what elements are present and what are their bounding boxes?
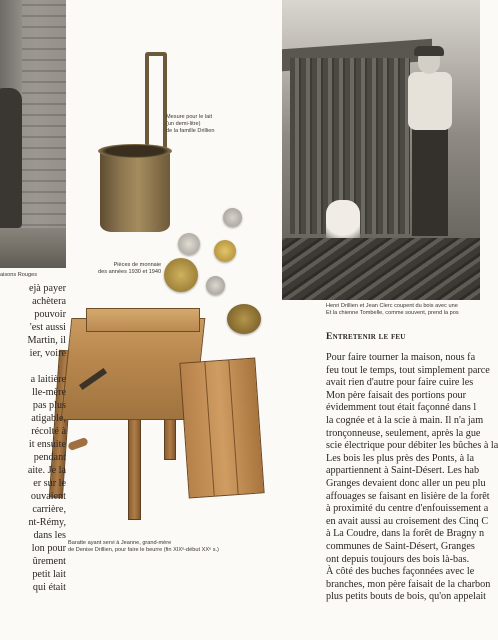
article-line: Granges devaient donc aller un peu plu	[326, 477, 486, 489]
photo-woman-by-wall	[0, 0, 66, 268]
coin-3	[214, 240, 236, 262]
milk-measure	[100, 150, 170, 232]
coins-caption: Pièces de monnaie des années 1930 et 1940	[98, 262, 162, 275]
coin-2	[178, 233, 200, 255]
left-column-line: dans les	[33, 530, 66, 541]
article-line: à proximité du centre d'enfouissement a	[326, 503, 489, 515]
left-column-line: petit lait	[32, 569, 66, 580]
article-line: Pour faire tourner la maison, nous fa	[326, 352, 476, 363]
coin-5	[206, 276, 225, 295]
left-column-line: Martin, il	[27, 335, 66, 346]
article-line: tronçonneuse, seulement, après la gue	[326, 427, 481, 439]
right-photo-caption: Henri Drillien et Jean Clerc coupent du bois avec une Et la chienne Tombelle, comme souvent, prend la pos	[326, 303, 459, 316]
measure-caption: Mesure pour le lait (un demi-litre) de la famille Drillien	[166, 114, 215, 134]
left-column-line: récolté à	[31, 426, 66, 437]
left-column-line: lon pour	[31, 543, 66, 554]
left-column-line: er sur le	[33, 478, 66, 489]
article-line: avait rien d'autre pour faire cuire les	[326, 377, 474, 389]
article-line: communes de Saint-Désert, Granges	[326, 540, 475, 552]
coin-1	[223, 208, 242, 227]
milk-measure-rim	[98, 144, 172, 158]
left-column-line: ouvaient	[30, 491, 66, 502]
article-body	[326, 352, 498, 604]
left-column-line: achètera	[32, 296, 66, 307]
left-column-line: a laitière	[30, 374, 66, 385]
churn-top	[86, 308, 200, 332]
article-line: ont depuis toujours des bois là-bas.	[326, 553, 470, 565]
left-column-line: ejà payer	[28, 283, 66, 294]
article-line: plus petits bouts de bois, qu'on appelait	[326, 591, 487, 603]
article-line: évidemment tout était façonné dans l	[326, 402, 477, 414]
left-column-line: ûrement	[32, 556, 66, 567]
left-text-column	[0, 282, 66, 594]
churn-crank-knob	[67, 437, 89, 451]
article-line: affouages se faisant en lisière de la forêt	[326, 490, 490, 502]
article-line: branches, mon père faisait de la charbon	[326, 578, 491, 590]
article-line: À côté des buches façonnées avec le	[326, 566, 475, 578]
article-line: feu tout le temps, tout simplement parce	[326, 364, 490, 376]
article-line: Les bois les plus près des Ponts, à la	[326, 452, 474, 464]
left-column-line: carrière,	[32, 504, 66, 515]
left-column-line: qui était	[32, 582, 66, 593]
left-photo-caption: aisons Rouges	[0, 272, 38, 278]
man-figure	[404, 48, 456, 248]
coin-6	[227, 304, 261, 334]
left-column-line: pouvoir	[34, 309, 66, 320]
ground	[0, 228, 66, 268]
left-column-line	[0, 360, 66, 373]
article-line: à La Coudre, dans la forêt de Bragny n	[326, 528, 485, 540]
woman-figure	[0, 88, 22, 228]
left-column-line: atigable,	[31, 413, 66, 424]
wood-pile	[282, 238, 480, 300]
left-column-line: ier, voire	[29, 348, 66, 359]
article-line: la cognée et à la scie à main. Il n'a jam	[326, 414, 484, 426]
left-column-line: pendant	[33, 452, 66, 463]
article-line: en avait aussi au croisement des Cinq C	[326, 515, 489, 527]
photo-men-cutting-wood	[282, 0, 480, 300]
churn-caption: Baratte ayant servi à Jeanne, grand-mère de Denise Drillien, pour faire le beurre (fin XIXᵉ-début XXᵉ s.)	[68, 540, 219, 553]
left-column-line: 'est aussi	[29, 322, 66, 333]
article-heading: Entretenir le feu	[326, 331, 406, 342]
left-column-line: nt-Rémy,	[28, 517, 66, 528]
left-column-line: pas plus	[32, 400, 66, 411]
left-column-line: lle-mère	[32, 387, 66, 398]
coin-4	[164, 258, 198, 292]
left-column-line: aite. Je la	[27, 465, 66, 476]
article-line: Mon père faisait des portions pour	[326, 389, 467, 401]
article-line: appartiennent à Saint-Désert. Les hab	[326, 465, 480, 477]
article-line: scie électrique pour débiter les bûches à la	[326, 440, 498, 452]
left-column-line: it ensuite	[28, 439, 66, 450]
churn-lid	[179, 358, 264, 499]
